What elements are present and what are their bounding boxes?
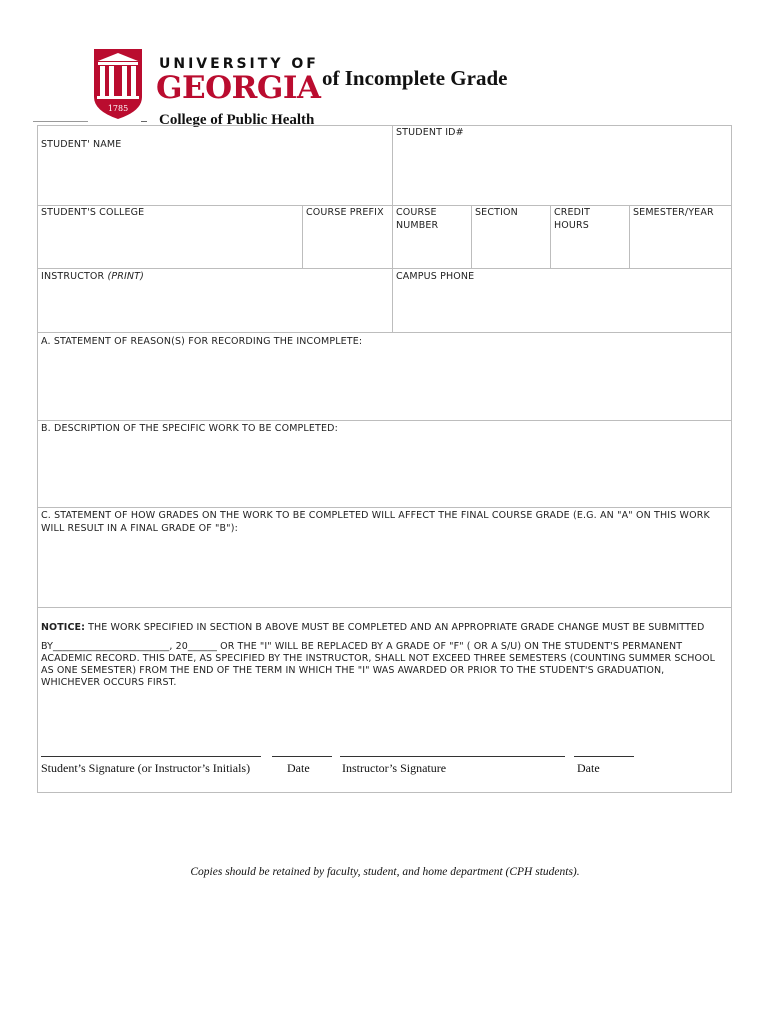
date-label-1: Date (287, 761, 310, 775)
course-number-line2: NUMBER (396, 219, 439, 231)
date-line-2 (574, 756, 634, 757)
section-c-label: C. STATEMENT OF HOW GRADES ON THE WORK TO BE COMPLETED WILL AFFECT THE FINAL COURSE GRADE (E.G. AN "A" ON THIS WORK WILL RESULT IN A FINAL GRADE OF "B"): (41, 510, 710, 534)
course-number-label (396, 207, 438, 232)
shield-year: 1785 (107, 104, 129, 113)
col-divider-prefix (302, 205, 303, 268)
notice-heading: NOTICE: (41, 622, 86, 633)
credit-hours-label (554, 207, 590, 232)
date-line-1 (272, 756, 332, 757)
section-a-label: A. STATEMENT OF REASON(S) FOR RECORDING THE INCOMPLETE: (41, 336, 363, 347)
instructor-signature-line (340, 756, 565, 757)
row-divider-6 (37, 607, 732, 608)
form-title: of Incomplete Grade (322, 66, 508, 90)
section-label: SECTION (475, 207, 518, 218)
student-signature-label: Student’s Signature (or Instructor’s Initials) (41, 761, 251, 775)
row-divider-3 (37, 332, 732, 333)
instructor-print-note: (PRINT) (107, 271, 144, 282)
footer-note: Copies should be retained by faculty, student, and home department (CPH students). (190, 866, 580, 878)
header-rule-left (33, 121, 88, 122)
col-divider-id (392, 125, 393, 332)
course-prefix-label: COURSE PREFIX (306, 207, 384, 218)
instructor-label (41, 271, 144, 284)
row-divider-4 (37, 420, 732, 421)
university-of-text: UNIVERSITY OF (159, 56, 319, 72)
notice-paragraph (41, 622, 725, 634)
row-divider-1 (37, 205, 732, 206)
georgia-wordmark: GEORGIA (156, 70, 321, 106)
course-number-line1: COURSE (396, 207, 437, 218)
instructor-label-text: INSTRUCTOR (41, 271, 108, 282)
credit-hours-line2: HOURS (554, 219, 589, 231)
semester-year-label: SEMESTER/YEAR (633, 207, 714, 218)
notice-text: THE WORK SPECIFIED IN SECTION B ABOVE MUST BE COMPLETED AND AN APPROPRIATE GRADE CHANGE MUST BE SUBMITTED (85, 622, 705, 633)
header-rule-mark (141, 121, 147, 122)
row-divider-5 (37, 507, 732, 508)
section-b-label: B. DESCRIPTION OF THE SPECIFIC WORK TO BE COMPLETED: (41, 423, 338, 434)
student-name-label: STUDENT' NAME (41, 139, 122, 150)
col-divider-semester (629, 205, 630, 268)
deadline-paragraph: BY________________________, 20______ OR THE "I" WILL BE REPLACED BY A GRADE OF "F" ( OR A S/U) ON THE STUDENT'S PERMANENT ACADEMIC RECORD. THIS DATE, AS SPECIFIED BY THE INSTRUCTOR, SHALL NOT EXCEED THREE SEMESTERS (COUNTING SUMMER SCHOOL AS ONE SEMESTER) FROM THE END OF THE TERM IN WHICH THE "I" WAS AWARDED OR PRIOR TO THE STUDENT'S GRADUATION, WHICHEVER OCCURS FIRST. (41, 641, 716, 688)
instructor-signature-label: Instructor’s Signature (342, 761, 447, 775)
students-college-label: STUDENT'S COLLEGE (41, 207, 145, 218)
notice-block (41, 622, 725, 696)
col-divider-section (471, 205, 472, 268)
date-label-2: Date (577, 761, 600, 775)
row-divider-2 (37, 268, 732, 269)
student-signature-line (41, 756, 261, 757)
student-id-label: STUDENT ID# (396, 127, 464, 138)
col-divider-credit (550, 205, 551, 268)
credit-hours-line1: CREDIT (554, 207, 591, 218)
college-name: College of Public Health (159, 112, 315, 128)
uga-shield-logo-icon (93, 49, 143, 119)
campus-phone-label: CAMPUS PHONE (396, 271, 475, 282)
